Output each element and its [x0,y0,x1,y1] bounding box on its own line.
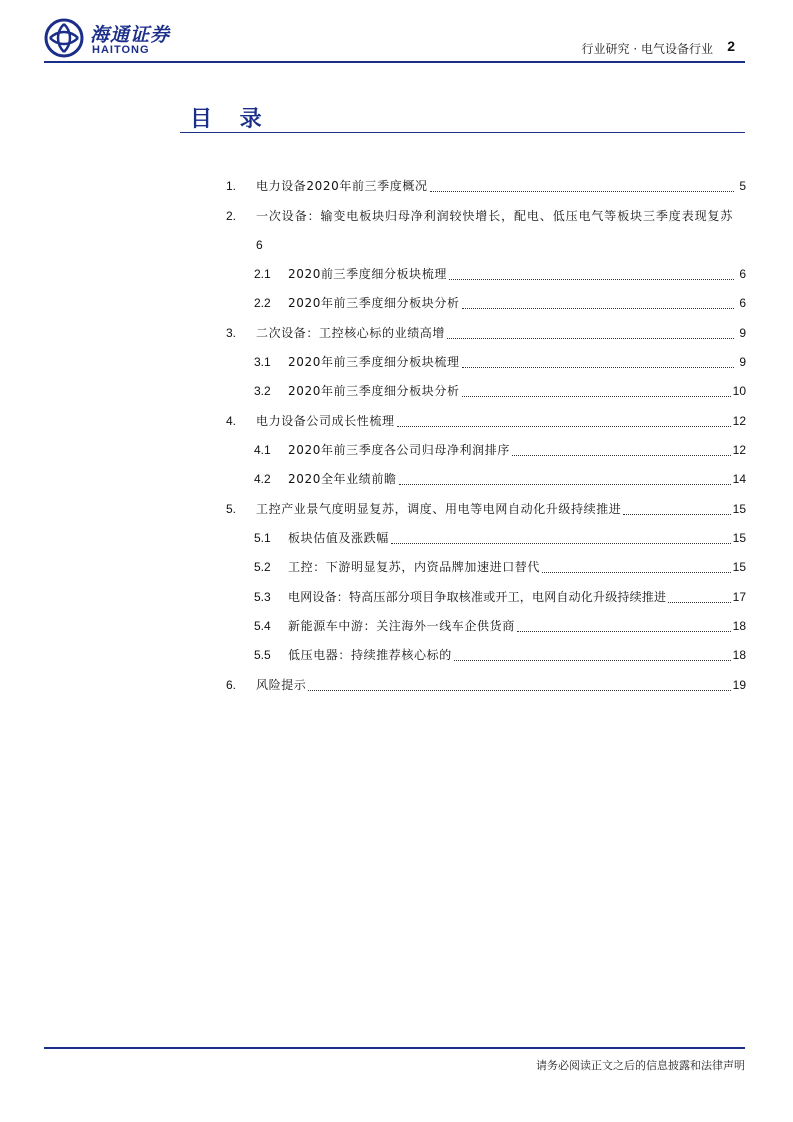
toc-entry-6[interactable] [226,675,746,695]
toc-entry-text: 一次设备：输变电板块归母净利润较快增长，配电、低压电气等板块三季度表现复苏 [256,209,734,223]
toc-entry-number: 3.1 [254,355,271,369]
toc-leader-dots [399,470,731,485]
toc-entry-5-2[interactable] [254,557,746,577]
toc-entry-page: 18 [732,648,746,662]
toc-leader-dots [517,617,731,632]
header-divider [44,61,745,63]
toc-entry-number: 1. [226,179,237,193]
toc-entry-5-3[interactable] [254,587,746,607]
page-number: 2 [727,38,735,54]
logo-english-name: HAITONG [92,44,150,56]
toc-entry-text: 电力设备2020年前三季度概况 [256,179,428,193]
footer-disclaimer: 请务必阅读正文之后的信息披露和法律声明 [536,1059,745,1072]
toc-entry-page: 6 [739,267,746,281]
toc-leader-dots [454,646,731,661]
toc-entry-text: 2020年前三季度细分板块分析 [288,296,460,310]
toc-entry-4-1[interactable] [254,440,746,460]
toc-entry-page: 5 [739,179,746,193]
toc-entry-page: 12 [732,414,746,428]
toc-entry-page: 18 [732,619,746,633]
toc-entry-page: 6 [256,238,263,252]
toc-entry-text: 风险提示 [256,678,307,692]
toc-entry-2[interactable] [226,206,746,252]
toc-entry-number: 5.3 [254,590,271,604]
toc-leader-dots [623,500,730,515]
toc-entry-page: 15 [732,560,746,574]
toc-entry-4[interactable] [226,411,746,431]
toc-entry-number: 5. [226,502,237,516]
toc-entry-page: 17 [732,590,746,604]
toc-entry-text: 2020前三季度细分板块梳理 [288,267,447,281]
toc-entry-number: 3.2 [254,384,271,398]
toc-entry-5[interactable] [226,499,746,519]
toc-entry-number: 2. [226,209,237,223]
toc-entry-1[interactable] [226,176,746,196]
toc-entry-page: 14 [732,472,746,486]
toc-entry-5-1[interactable] [254,528,746,548]
toc-leader-dots [391,529,731,544]
toc-leader-dots [397,412,731,427]
toc-entry-text: 2020年前三季度各公司归母净利润排序 [288,443,510,457]
toc-entry-number: 4.2 [254,472,271,486]
toc-entry-page: 9 [739,355,746,369]
toc-leader-dots [308,676,730,691]
toc-leader-dots [462,353,734,368]
toc-entry-3-2[interactable] [254,381,746,401]
toc-entry-number: 5.4 [254,619,271,633]
toc-title-divider [180,132,745,133]
toc-entry-5-5[interactable] [254,645,746,665]
toc-entry-number: 4.1 [254,443,271,457]
toc-leader-dots [542,558,731,573]
footer-divider [44,1047,745,1049]
toc-entry-number: 6. [226,678,237,692]
toc-entry-number: 5.2 [254,560,271,574]
toc-leader-dots [668,588,730,603]
toc-entry-page: 12 [732,443,746,457]
toc-entry-page: 15 [732,502,746,516]
section-text: 行业研究 · 电气设备行业 [581,42,713,56]
toc-entry-text: 板块估值及涨跌幅 [288,531,389,545]
toc-leader-dots [462,382,731,397]
toc-entry-text: 工控：下游明显复苏，内资品牌加速进口替代 [288,560,541,574]
toc-entry-text: 2020年前三季度细分板块梳理 [288,355,460,369]
toc-entry-3-1[interactable] [254,352,746,372]
toc-entry-page: 10 [732,384,746,398]
toc-entry-page: 19 [732,678,746,692]
toc-entry-number: 5.5 [254,648,271,662]
toc-entry-3[interactable] [226,323,746,343]
toc-entry-number: 5.1 [254,531,271,545]
toc-entry-text: 低压电器：持续推荐核心标的 [288,648,452,662]
toc-entry-2-2[interactable] [254,293,746,313]
company-logo [44,18,194,64]
toc-entry-number: 2.1 [254,267,271,281]
toc-entry-page: 6 [739,296,746,310]
toc-entry-text: 2020年前三季度细分板块分析 [288,384,460,398]
toc-entry-4-2[interactable] [254,469,746,489]
toc-entry-text: 2020全年业绩前瞻 [288,472,397,486]
toc-entry-page: 15 [732,531,746,545]
header-section-label [582,40,713,57]
toc-leader-dots [430,177,734,192]
toc-entry-page: 9 [739,326,746,340]
toc-leader-dots [447,324,734,339]
toc-entry-number: 4. [226,414,237,428]
toc-entry-text: 电力设备公司成长性梳理 [256,414,395,428]
toc-leader-dots [512,441,731,456]
toc-entry-text: 新能源车中游：关注海外一线车企供货商 [288,619,515,633]
toc-title: 目 录 [190,107,272,132]
toc-leader-dots [462,294,734,309]
toc-leader-dots [449,265,734,280]
toc-entry-text: 工控产业景气度明显复苏，调度、用电等电网自动化升级持续推进 [256,502,622,516]
toc-entry-text: 二次设备：工控核心标的业绩高增 [256,326,446,340]
toc-entry-number: 2.2 [254,296,271,310]
toc-entry-5-4[interactable] [254,616,746,636]
toc-entry-2-1[interactable] [254,264,746,284]
haitong-logo-icon [44,18,84,58]
logo-chinese-name: 海通证券 [90,24,171,46]
toc-entry-text: 电网设备：特高压部分项目争取核准或开工，电网自动化升级持续推进 [288,590,667,604]
toc-entry-number: 3. [226,326,237,340]
